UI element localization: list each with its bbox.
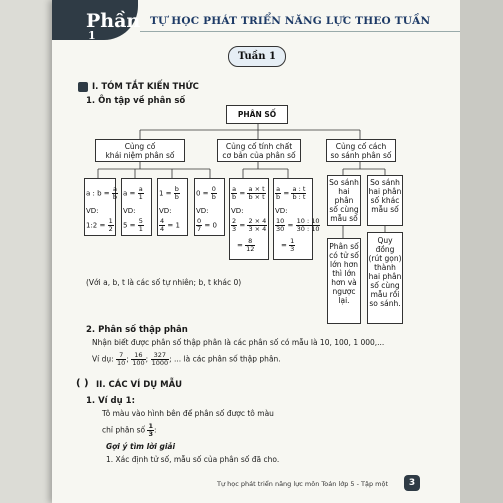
- rule-same-line5: hơn và: [331, 278, 357, 287]
- branch-compare-box: [326, 139, 396, 162]
- example-1-div-2: 1:2 = $\frac{1}{2}$: [86, 217, 113, 233]
- compare-same-line3: số cùng: [329, 205, 359, 214]
- rule-same-line4: thì lớn: [332, 269, 356, 278]
- formula-divide: $\frac{a}{b}$ = $\frac{a : t}{b : t}$: [276, 185, 306, 201]
- example-5-over-1: 5 = $\frac{5}{1}$: [123, 217, 143, 233]
- example1-title: 1. Ví dụ 1:: [86, 396, 135, 406]
- compare-diff-line4: mẫu số: [371, 205, 399, 214]
- branch-concept-box: [95, 139, 185, 162]
- example-multiply-result: = $\frac{8}{12}$: [237, 237, 255, 253]
- compare-same-line1: So sánh: [329, 178, 359, 187]
- example1-line2-prefix: chỉ phân số: [102, 425, 146, 435]
- vd-label-2: VD:: [123, 207, 136, 215]
- example-divide-result: = $\frac{1}{3}$: [281, 237, 295, 253]
- vd-label-3: VD:: [159, 207, 172, 215]
- rule-diff-line1: Quy: [377, 236, 393, 245]
- formula-0-over-b: 0 = $\frac{0}{b}$: [196, 185, 216, 201]
- compare-same-line4: mẫu số: [330, 214, 358, 223]
- example-4-over-4: $\frac{4}{4}$ = 1: [160, 217, 180, 233]
- formula-a-div-b: a : b = $\frac{a}{b}$: [86, 185, 117, 201]
- rule-same-line6: ngược: [332, 287, 356, 296]
- example1-line1: Tô màu vào hình bên để phân số được tô màu: [102, 409, 274, 418]
- vd-label-6: VD:: [275, 207, 288, 215]
- compare-same-line2: hai phân: [334, 187, 354, 205]
- formula-a-over-1: a = $\frac{a}{1}$: [123, 185, 143, 201]
- compare-diff-line2: hai phân: [368, 187, 402, 196]
- section2-heading: II. CÁC VÍ DỤ MẪU: [96, 380, 183, 390]
- root-fraction-box: PHÂN SỐ: [226, 105, 288, 124]
- part-label: Phần: [86, 10, 141, 32]
- rule-same-line2: có tử số: [329, 251, 359, 260]
- part-number: 1: [88, 29, 96, 42]
- section1-heading: I. TÓM TẮT KIẾN THỨC: [92, 82, 199, 92]
- example-suffix: ; ... là các phân số thập phân.: [169, 354, 281, 364]
- subsection-fraction-review: 1. Ôn tập về phân số: [86, 96, 186, 106]
- rule-diff-line8: so sánh.: [369, 299, 401, 308]
- compare-diff-line1: So sánh: [370, 178, 400, 187]
- hint-title: Gợi ý tìm lời giải: [106, 442, 176, 451]
- branch-property-box: [217, 139, 301, 162]
- branch-property-line1: Củng cố tính chất: [225, 142, 293, 151]
- decimal-fraction-description: Nhận biết được phân số thập phân là các phân số có mẫu là 10, 100, 1 000,...: [92, 338, 385, 347]
- compare-diff-line3: số khác: [370, 196, 400, 205]
- rule-diff-line4: thành: [374, 263, 396, 272]
- formula-multiply: $\frac{a}{b}$ = $\frac{a \times t}{b \times t}$: [232, 185, 265, 201]
- branch-compare-line2: so sánh phân số: [330, 151, 392, 160]
- page-footer: [52, 474, 460, 503]
- example-divide: $\frac{10}{30}$ = $\frac{10 : 10}{30 : 10}$: [276, 217, 320, 233]
- variables-note: (Với a, b, t là các số tự nhiên; b, t khác 0): [86, 278, 242, 287]
- vd-label-5: VD:: [231, 207, 244, 215]
- vd-label-1: VD:: [86, 207, 99, 215]
- compare-same-rule-box: [327, 238, 361, 324]
- rule-same-line3: lớn hơn: [330, 260, 358, 269]
- example1-line2: chỉ phân số $\frac{1}{3}$ :: [102, 422, 157, 438]
- vd-label-4: VD:: [196, 207, 209, 215]
- branch-concept-line1: Củng cố: [124, 142, 156, 151]
- branch-property-line2: cơ bản của phân số: [222, 151, 296, 160]
- rule-diff-line2: đồng: [375, 245, 395, 254]
- decimal-fraction-example: Ví dụ: $\frac{7}{10}$ ; $\frac{16}{100}$ ; $\frac{327}{1000}$ ; ... là các phân số thập phân.: [92, 351, 281, 367]
- compare-diff-denominator-box: [367, 175, 403, 226]
- week-badge: Tuần 1: [228, 46, 286, 67]
- rule-same-line7: lại.: [338, 296, 350, 305]
- compare-same-denominator-box: [327, 175, 361, 226]
- rule-diff-line5: hai phân: [368, 272, 402, 281]
- example-prefix: Ví dụ:: [92, 354, 114, 364]
- rule-diff-line3: (rút gọn): [368, 254, 402, 263]
- page-number: 3: [404, 475, 420, 491]
- branch-compare-line1: Củng cố cách: [335, 142, 387, 151]
- hint-line: 1. Xác định tử số, mẫu số của phân số đã cho.: [106, 455, 280, 464]
- formula-1-over-b: 1 = $\frac{b}{b}$: [159, 185, 179, 201]
- rule-diff-line6: số cùng: [370, 281, 400, 290]
- subsection-decimal-fractions: 2. Phân số thập phân: [86, 325, 188, 335]
- example-multiply: $\frac{2}{3}$ = $\frac{2 \times 4}{3 \times 4}$: [232, 217, 267, 233]
- page-title: TỰ HỌC PHÁT TRIỂN NĂNG LỰC THEO TUẦN: [150, 15, 431, 27]
- branch-concept-line2: khái niệm phân số: [105, 151, 175, 160]
- example-0-over-7: $\frac{0}{7}$ = 0: [197, 217, 217, 233]
- rule-diff-line7: mẫu rồi: [370, 290, 400, 299]
- compare-diff-rule-box: [367, 232, 403, 324]
- puzzle-icon: ( ): [76, 378, 89, 389]
- footer-text: Tự học phát triển năng lực môn Toán lớp 5 - Tập một: [217, 480, 389, 488]
- rule-same-line1: Phân số: [329, 242, 359, 251]
